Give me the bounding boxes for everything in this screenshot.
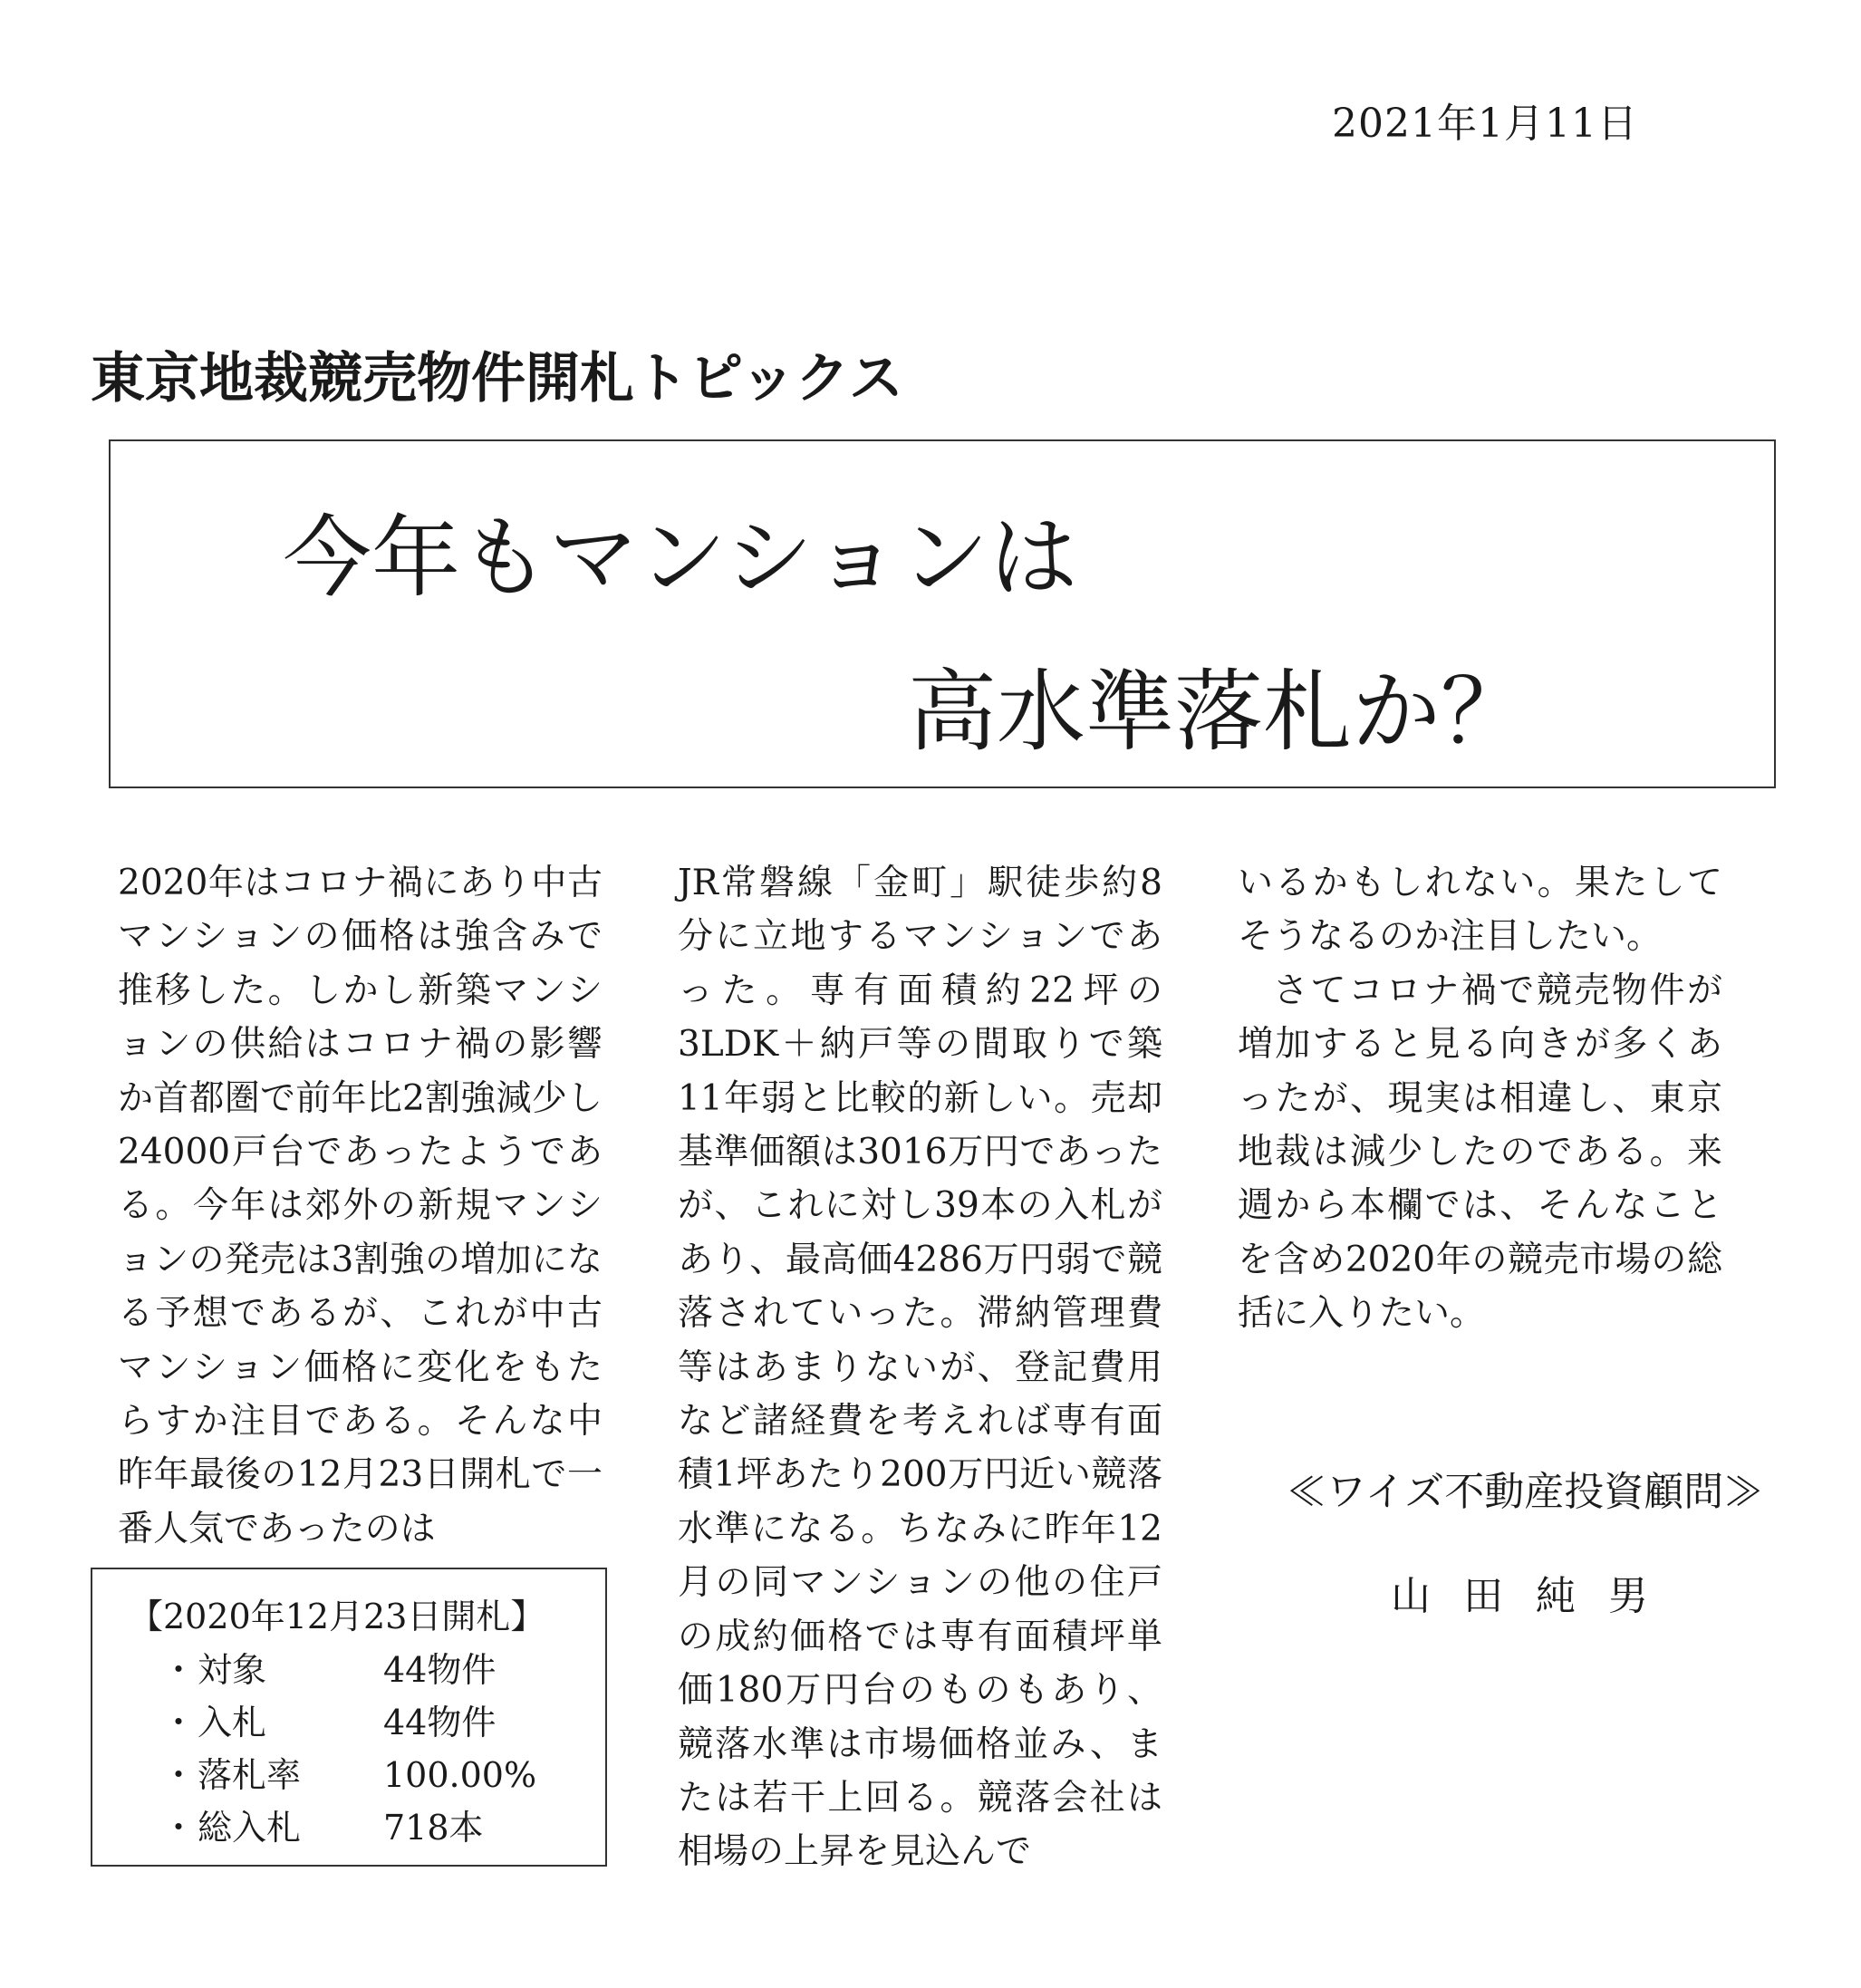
summary-value: 44物件 <box>383 1703 497 1742</box>
summary-label: 対象 <box>198 1650 267 1690</box>
summary-label: 入札 <box>198 1703 267 1742</box>
summary-row-bids <box>129 1696 605 1749</box>
summary-title: 【2020年12月23日開札】 <box>129 1597 545 1636</box>
author-name: 山田純男 <box>1391 1573 1681 1619</box>
summary-row-target <box>129 1644 605 1696</box>
article-column-1 <box>118 856 603 1556</box>
article-column-3 <box>1238 856 1722 1341</box>
article-column-2 <box>678 856 1162 1879</box>
summary-value: 44物件 <box>383 1650 497 1690</box>
auction-summary-box <box>91 1568 607 1867</box>
summary-label: 落札率 <box>198 1755 302 1795</box>
headline-line-1: 今年もマンションは <box>283 507 1078 610</box>
summary-value: 718本 <box>383 1808 484 1848</box>
headline-line-2: 高水準落札か？ <box>908 661 1530 764</box>
summary-value: 100.00% <box>383 1755 537 1795</box>
summary-bullet: ・ <box>161 1755 197 1795</box>
author-organization: ≪ワイズ不動産投資顧問≫ <box>1287 1469 1764 1515</box>
publication-date: 2021年1月11日 <box>1332 101 1638 147</box>
summary-row-total-bids <box>129 1801 605 1854</box>
summary-bullet: ・ <box>161 1703 197 1742</box>
summary-bullet: ・ <box>161 1650 197 1690</box>
column-1-paragraph: 2020年はコロナ禍にあり中古マンションの価格は強含みで推移した。しかし新築マンションの供給はコロナ禍の影響か首都圏で前年比2割強減少し24000戸台であったようである。今年は郊外の新規マンションの発売は3割強の増加になる予想であるが、これが中古マンション価格に変化をもたらすか注目である。そんな中昨年最後の12月23日開札で一番人気であったのは <box>118 863 603 1549</box>
summary-bullet: ・ <box>161 1808 197 1848</box>
headline-box <box>109 439 1776 788</box>
summary-row-rate <box>129 1749 605 1801</box>
series-title: 東京地裁競売物件開札トピックス <box>91 347 903 410</box>
column-2-paragraph: JR常磐線「金町」駅徒歩約8分に立地するマンションであった。専有面積約22坪の3LDK＋納戸等の間取りで築11年弱と比較的新しい。売却基準価額は3016万円であったが、これに対し39本の入札があり、最高価4286万円弱で競落されていった。滞納管理費等はあまりないが、登記費用など諸経費を考えれば専有面積1坪あたり200万円近い競落水準になる。ちなみに昨年12月の同マンションの他の住戸の成約価格では専有面積坪単価180万円台のものもあり、競落水準は市場価格並み、または若干上回る。競落会社は相場の上昇を見込んで <box>678 863 1162 1873</box>
column-3-paragraph-1: いるかもしれない。果たしてそうなるのか注目したい。 <box>1238 863 1722 958</box>
summary-label: 総入札 <box>198 1808 302 1848</box>
column-3-paragraph-2: さてコロナ禍で競売物件が増加すると見る向きが多くあったが、現実は相違し、東京地裁は減少したのである。来週から本欄では、そんなことを含め2020年の競売市場の総括に入りたい。 <box>1238 970 1722 1335</box>
